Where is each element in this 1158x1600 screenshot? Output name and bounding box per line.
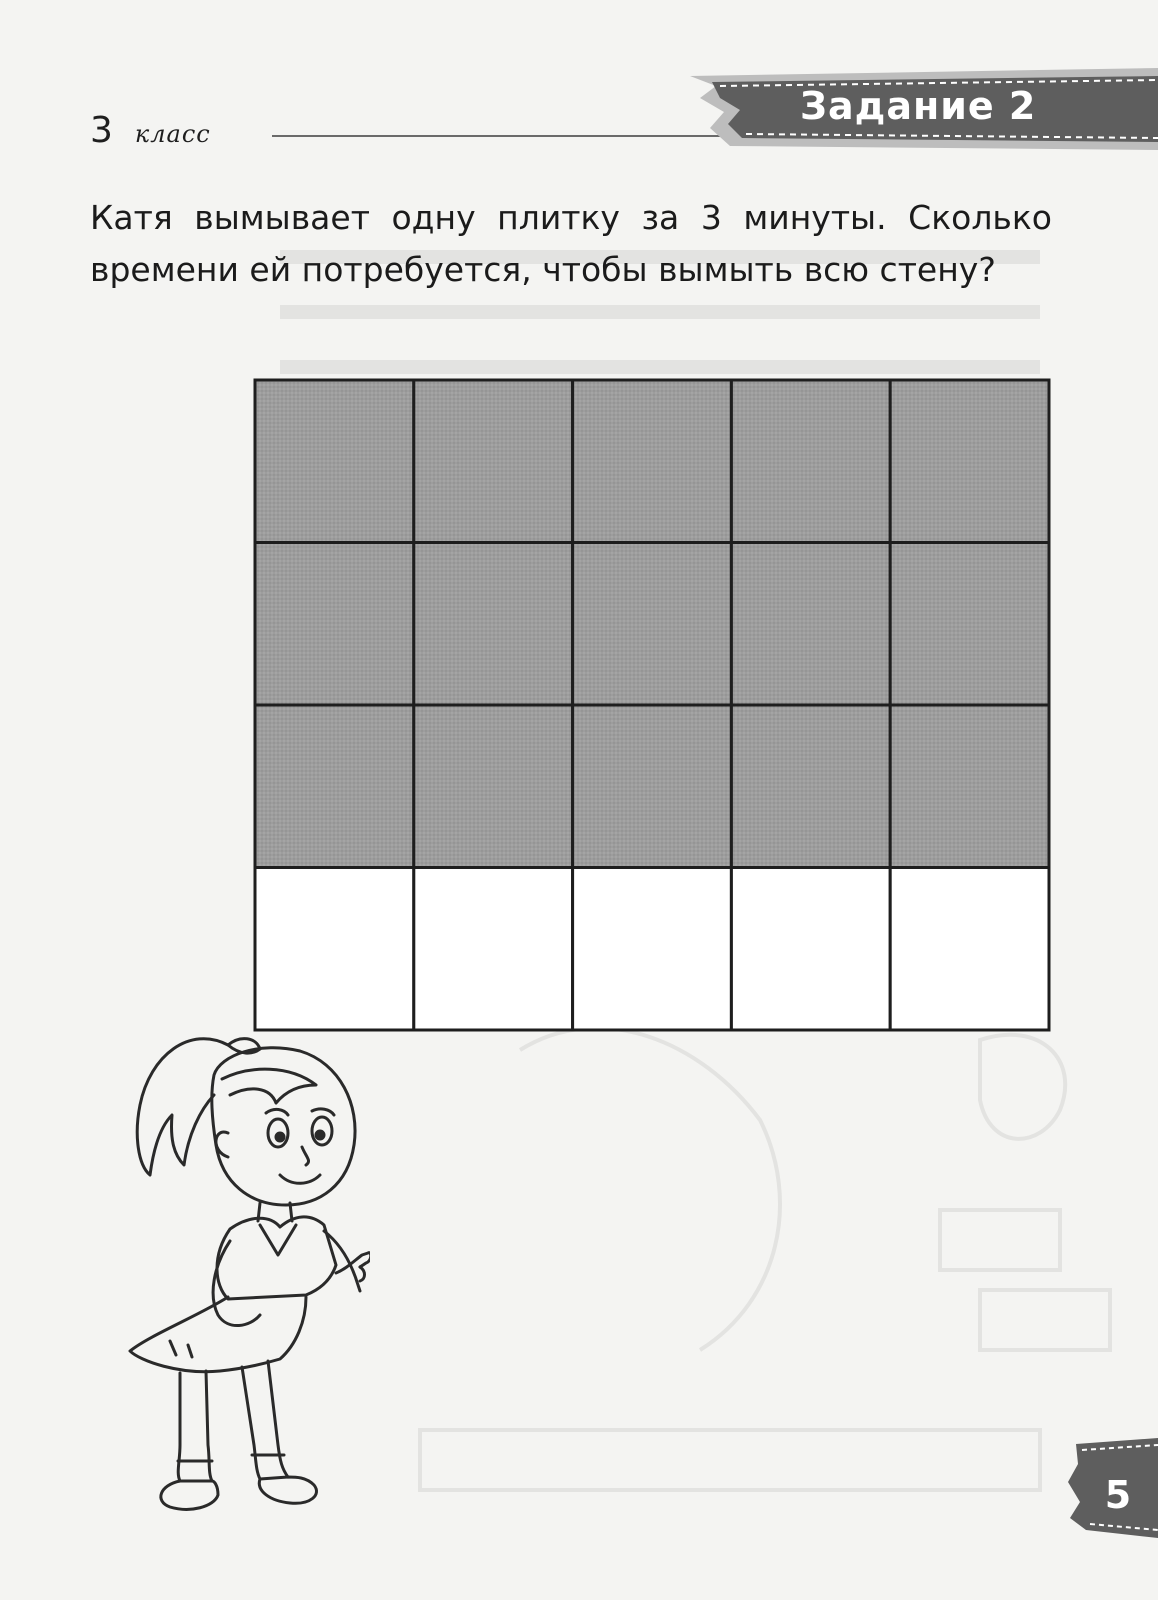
header-rule	[272, 135, 722, 137]
dirty-tile	[255, 380, 414, 543]
dirty-tile	[731, 543, 890, 706]
page-number: 5	[1104, 1473, 1132, 1517]
grade-number: 3	[90, 110, 113, 151]
grade-word: класс	[134, 120, 211, 148]
dirty-tile	[573, 705, 732, 868]
dirty-tile	[890, 543, 1049, 706]
tile-wall-grid	[253, 378, 1051, 1032]
dirty-tile	[414, 543, 573, 706]
clean-tile	[890, 868, 1049, 1031]
clean-tile	[414, 868, 573, 1031]
dirty-tile	[890, 705, 1049, 868]
girl-illustration	[110, 1015, 370, 1525]
dirty-tile	[573, 380, 732, 543]
dirty-tile	[731, 380, 890, 543]
task-statement: Катя вымывает одну плитку за 3 минуты. Сколько времени ей потребуется, чтобы вымыть всю стену?	[90, 198, 1052, 289]
clean-tile	[573, 868, 732, 1031]
clean-tile	[731, 868, 890, 1031]
dirty-tile	[414, 380, 573, 543]
task-title: Задание 2	[800, 84, 1037, 128]
dirty-tile	[255, 543, 414, 706]
grade-label	[90, 110, 211, 150]
dirty-tile	[731, 705, 890, 868]
dirty-tile	[890, 380, 1049, 543]
clean-tile	[255, 868, 414, 1031]
dirty-tile	[255, 705, 414, 868]
dirty-tile	[414, 705, 573, 868]
dirty-tile	[573, 543, 732, 706]
